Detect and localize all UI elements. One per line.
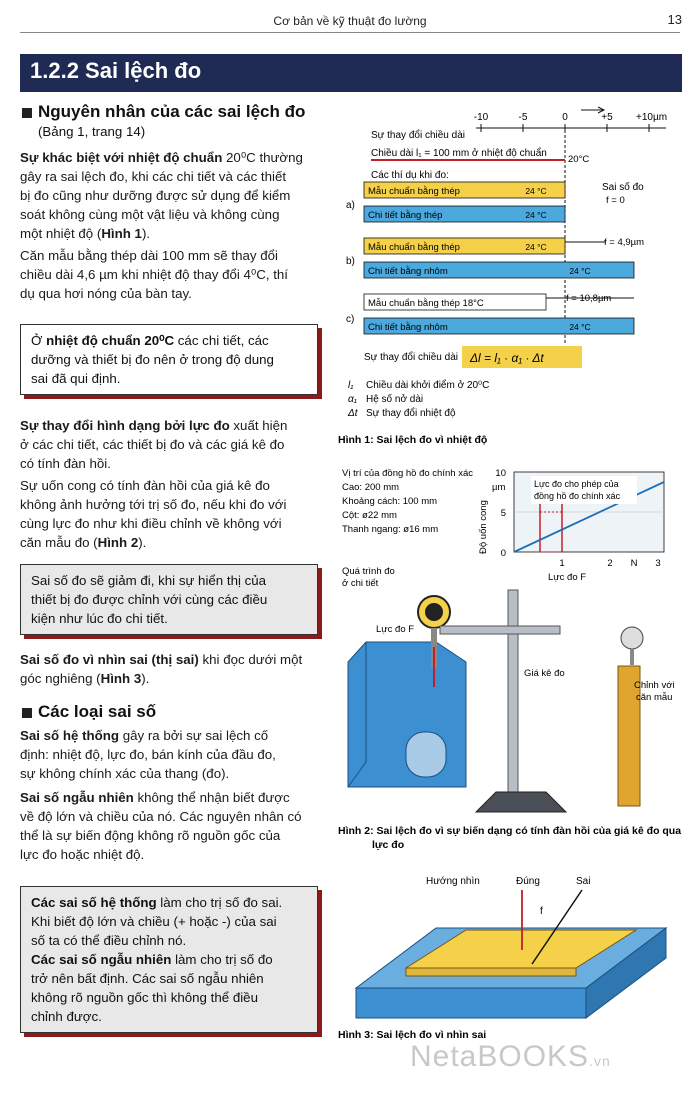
y-tick: 10	[495, 468, 506, 479]
text: Sự uốn cong có tính đàn hồi của giá kê đo	[20, 478, 270, 493]
text: thể là sự biến động không rõ nguồn gốc của	[20, 828, 281, 843]
stand-label: Giá kê đo	[524, 668, 565, 679]
figure-2-caption: Hình 2: Sai lệch đo vì sự biến dạng có tính đàn hồi của giá kê đo qua	[338, 825, 682, 837]
adjust-label: Chỉnh với	[634, 680, 675, 691]
term: Sai số ngẫu nhiên	[20, 790, 134, 805]
text: xuất hiện	[229, 418, 288, 433]
legend-text: Chiều dài khởi điểm ở 20⁰C	[366, 380, 490, 391]
figure-3-caption: Hình 3: Sai lệch đo vì nhìn sai	[338, 1029, 487, 1041]
y-axis-label: Độ uốn cong	[478, 500, 489, 554]
text: không thể nhận biết được	[133, 790, 290, 805]
text: sai đã qui định.	[31, 371, 121, 386]
bar-label: Chi tiết bằng thép	[368, 210, 443, 221]
bar-temp: 24 °C	[525, 242, 547, 252]
bar-temp: 24 °C	[569, 322, 591, 332]
text: khi đọc dưới một	[198, 652, 303, 667]
f-label: f	[540, 906, 543, 917]
text: kiện như lúc đo chi tiết.	[31, 611, 168, 626]
heading-causes: Nguyên nhân của các sai lệch đo	[38, 102, 306, 121]
figure-1-caption: Hình 1: Sai lệch đo vì nhiệt độ	[338, 434, 488, 445]
text: dụ qua hơi nóng của bàn tay.	[20, 286, 192, 301]
row-a-label: a)	[346, 200, 355, 211]
y-tick: 0	[500, 548, 506, 559]
running-header-title: Cơ bản về kỹ thuật đo lường	[273, 14, 427, 28]
spec-line: Cột: ø22 mm	[342, 510, 397, 521]
f-c-label: f = 10,8µm	[566, 293, 612, 304]
legend-text: Sự thay đổi nhiệt độ	[366, 408, 456, 419]
term: Sai số hệ thống	[20, 728, 119, 743]
text: Căn mẫu bằng thép dài 100 mm sẽ thay đổi	[20, 248, 278, 263]
paragraph-temperature	[20, 148, 316, 243]
stand-base	[476, 792, 566, 812]
bar-label: Mẫu chuẩn bằng thép 18°C	[368, 298, 484, 309]
adjust-label: căn mẫu	[636, 692, 673, 703]
paragraph-systematic	[20, 726, 316, 783]
spec-line: Khoảng cách: 100 mm	[342, 496, 438, 507]
spec-line: Cao: 200 mm	[342, 482, 400, 493]
text: ).	[138, 535, 147, 550]
row-c-label: c)	[346, 314, 355, 325]
y-tick: 5	[500, 508, 506, 519]
scale-tick: -5	[518, 112, 528, 123]
stand-crossbar	[440, 626, 560, 634]
term: Sự khác biệt với nhiệt độ chuẩn	[20, 150, 223, 165]
paragraph-elastic-bending	[20, 476, 316, 552]
length-change-label: Sự thay đổi chiều dài	[371, 130, 465, 141]
x-tick: 1	[559, 558, 565, 569]
text: số ta có thể điều chỉnh nó.	[31, 933, 187, 948]
spec-line: Thanh ngang: ø16 mm	[342, 524, 439, 535]
scale-ruler-edge	[406, 968, 576, 976]
text: Sai số đo sẽ giảm đi, khi sự hiển thị của	[31, 573, 267, 588]
note-box-measurement-error	[20, 564, 318, 635]
bullet-square-icon	[22, 108, 32, 118]
bar-temp: 24 °C	[525, 210, 547, 220]
text: chiều dài 4,6 µm khi nhiệt độ thay đổi 4⁰C, thí	[20, 267, 289, 282]
bar-label: Chi tiết bằng nhôm	[368, 266, 448, 277]
temp-20-label: 20°C	[568, 154, 590, 165]
bar-temp: 24 °C	[569, 266, 591, 276]
term: Sai số đo vì nhìn sai (thị sai)	[20, 652, 199, 667]
text: trở nên bất định. Các sai số ngẫu nhiên	[31, 971, 264, 986]
scale-tick: +5	[601, 112, 613, 123]
row-b-label: b)	[346, 256, 355, 267]
text: ).	[141, 226, 151, 241]
stand-column	[508, 590, 518, 808]
term: Các sai số ngẫu nhiên	[31, 952, 172, 967]
process-label: ở chi tiết	[342, 578, 379, 589]
figure-3-parallax-diagram	[336, 868, 682, 1048]
section-title: 1.2.2 Sai lệch đo	[30, 58, 202, 83]
header-rule	[20, 32, 680, 33]
note-box-error-types	[20, 886, 318, 1033]
term: Các sai số hệ thống	[31, 895, 157, 910]
dial-gauge-small-icon	[621, 627, 643, 649]
scale-tick: +10µm	[636, 112, 668, 123]
paragraph-force-deformation	[20, 416, 316, 473]
dial-face	[425, 603, 443, 621]
x-tick: 3	[655, 558, 661, 569]
bending-chart	[478, 468, 664, 583]
text: gây ra bởi sự sai lệch cố	[119, 728, 269, 743]
text: cùng lực đo như khi điều chỉnh về không với	[20, 516, 282, 531]
annotation-line: đồng hồ đo chính xác	[534, 491, 621, 501]
annotation-line: Lực đo cho phép của	[534, 479, 619, 489]
correct-label: Đúng	[516, 876, 540, 887]
legend-symbol: Δt	[348, 408, 358, 419]
formula-label: Sự thay đổi chiều dài	[364, 352, 458, 363]
bullet-square-icon	[22, 708, 32, 718]
x-tick: 2	[607, 558, 613, 569]
text: 20⁰C thường	[222, 150, 303, 165]
text: một nhiệt độ (	[20, 226, 102, 241]
figure-ref: Hình 1	[101, 226, 142, 241]
legend-symbol: α₁	[348, 394, 357, 405]
text: lực đo hoặc nhiệt độ.	[20, 847, 145, 862]
x-axis-label: Lực đo F	[548, 572, 587, 583]
process-label: Quá trình đo	[342, 566, 395, 577]
text: ).	[141, 671, 150, 686]
text: làm cho trị số đo	[171, 952, 273, 967]
workpiece-slot	[406, 732, 446, 777]
bar-label: Mẫu chuẩn bằng thép	[368, 186, 460, 197]
text: làm cho trị số đo sai.	[156, 895, 283, 910]
page-number: 13	[667, 12, 682, 27]
term: Sự thay đổi hình dạng bởi lực đo	[20, 418, 230, 433]
text: không ảnh hưởng tới trị số đo, nếu khi đo với	[20, 497, 287, 512]
figure-1-thermal-diagram	[336, 100, 682, 445]
formula: Δl = l₁ · α₁ · Δt	[470, 351, 544, 365]
x-tick: N	[630, 558, 638, 569]
heading-error-types: Các loại sai số	[38, 702, 157, 721]
scale-tick: -10	[473, 112, 489, 123]
text: sự không chính xác của thang (đo).	[20, 766, 230, 781]
view-direction-label: Hướng nhìn	[426, 876, 480, 887]
note-box-standard-temperature	[20, 324, 318, 395]
text: về độ lớn và chiều của nó. Các nguyên nhân có	[20, 809, 302, 824]
figure-ref: Hình 3	[100, 671, 142, 686]
paragraph-random	[20, 788, 316, 864]
examples-label: Các thí dụ khi đo:	[371, 170, 449, 181]
f-b-label: f = 4,9µm	[604, 237, 645, 248]
text: căn mẫu đo (	[20, 535, 98, 550]
f-zero-label: f = 0	[606, 195, 625, 206]
text: không rõ nguồn gốc thì không thể điều	[31, 990, 258, 1005]
scale-axis	[474, 107, 667, 132]
text: dưỡng và thiết bị đo nên ở trong độ dung	[31, 352, 274, 367]
bar-label: Chi tiết bằng nhôm	[368, 322, 448, 333]
figure-ref: Hình 2	[97, 535, 139, 550]
text: thiết bị đo được chỉnh với cùng các điều	[31, 592, 268, 607]
figure-2-bending-diagram	[336, 462, 682, 862]
table-reference: (Bảng 1, trang 14)	[38, 124, 146, 139]
length-label: Chiều dài l₁ = 100 mm ở nhiệt độ chuẩn	[371, 148, 547, 159]
wrong-label: Sai	[576, 876, 591, 887]
text: ở các chi tiết, các thiết bị đo và các giá kê đo	[20, 437, 285, 452]
text: soát không cùng một vật liệu và không cùng	[20, 207, 280, 222]
text: gây ra sai lệch đo, khi các chi tiết và các thiết	[20, 169, 287, 184]
bar-temp: 24 °C	[525, 186, 547, 196]
paragraph-parallax	[20, 650, 316, 688]
figure-2-caption: lực đo	[372, 839, 405, 851]
spec-line: Vị trí của đồng hồ đo chính xác	[342, 468, 473, 479]
bar-label: Mẫu chuẩn bằng thép	[368, 242, 460, 253]
legend-symbol: l₁	[348, 380, 354, 391]
term: nhiệt độ chuẩn 20⁰C	[46, 333, 175, 348]
text: chỉnh được.	[31, 1009, 102, 1024]
text: các chi tiết, các	[174, 333, 269, 348]
paragraph-gauge-block	[20, 246, 316, 303]
y-unit: µm	[492, 482, 506, 493]
text: Khi biết độ lớn và chiều (+ hoặc -) của sai	[31, 914, 277, 929]
text: có tính đàn hồi.	[20, 456, 111, 471]
watermark-logo: NetaBOOKS.vn	[410, 1040, 611, 1073]
gauge-stem	[630, 649, 634, 665]
text: bị đo cũng như dưỡng được sử dụng để kiểm	[20, 188, 291, 203]
legend-text: Hệ số nở dài	[366, 394, 424, 405]
scale-tick: 0	[562, 112, 568, 123]
text: định: nhiệt độ, lực đo, bán kính của đầu đo,	[20, 747, 276, 762]
text: Ở	[31, 333, 47, 348]
base-plate-front	[356, 988, 586, 1018]
text: góc nghiêng (	[20, 671, 101, 686]
error-label: Sai số đo	[602, 182, 644, 193]
force-label: Lực đo F	[376, 624, 415, 635]
